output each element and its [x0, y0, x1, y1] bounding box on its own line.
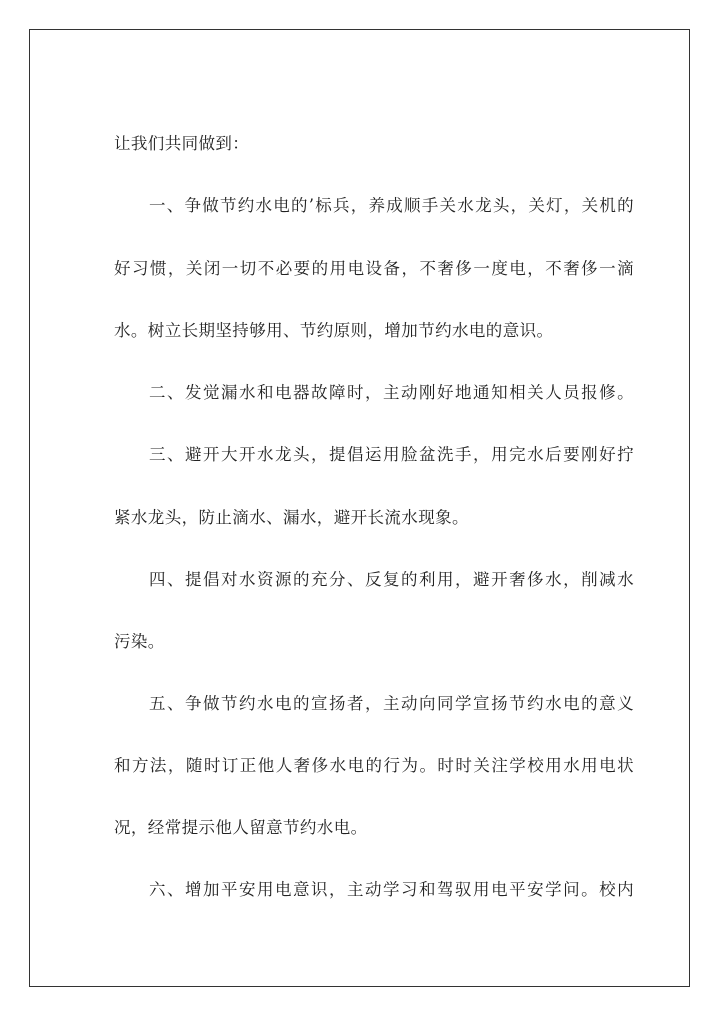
item-4-line-1: 四、提倡对水资源的充分、反复的利用，避开奢侈水，削减水: [149, 570, 634, 589]
item-2-line-1: 二、发觉漏水和电器故障时，主动刚好地通知相关人员报修。: [149, 383, 634, 402]
item-6-line-1: 六、增加平安用电意识，主动学习和驾驭用电平安学问。校内: [149, 880, 634, 899]
item-5-line-3: 况，经常提示他人留意节约水电。: [114, 818, 368, 837]
intro-line: 让我们共同做到：: [114, 134, 250, 153]
item-4-line-2: 污染。: [114, 632, 165, 651]
item-5-line-2: 和方法，随时订正他人奢侈水电的行为。时时关注学校用水用电状: [114, 756, 634, 775]
item-1-line-1: 一、争做节约水电的’标兵，养成顺手关水龙头，关灯，关机的: [149, 196, 634, 215]
item-5-line-1: 五、争做节约水电的宣扬者，主动向同学宣扬节约水电的意义: [149, 694, 634, 713]
item-1-line-3: 水。树立长期坚持够用、节约原则，增加节约水电的意识。: [114, 321, 554, 340]
item-3-line-1: 三、避开大开水龙头，提倡运用脸盆洗手，用完水后要刚好拧: [149, 445, 634, 464]
item-3-line-2: 紧水龙头，防止滴水、漏水，避开长流水现象。: [114, 508, 469, 527]
item-1-line-2: 好习惯，关闭一切不必要的用电设备，不奢侈一度电，不奢侈一滴: [114, 259, 634, 278]
